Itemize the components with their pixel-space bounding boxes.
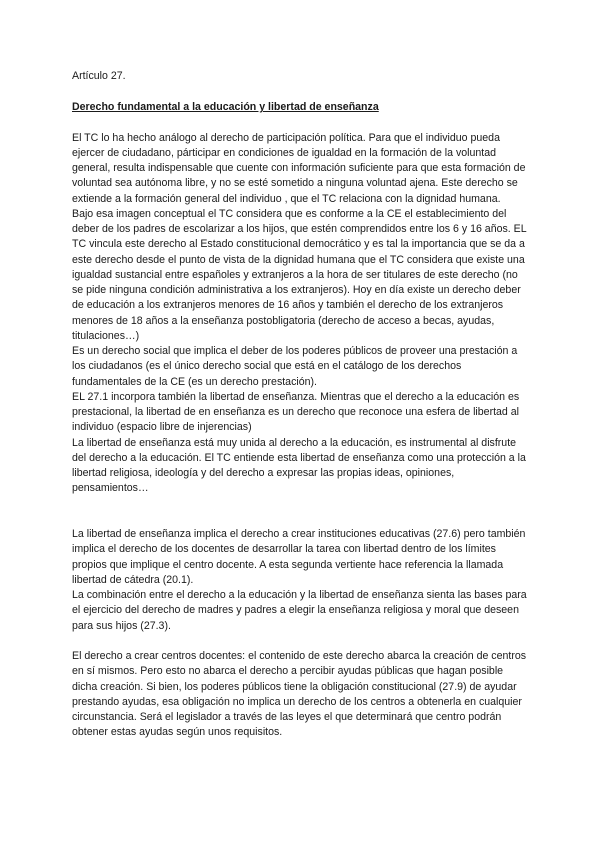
article-label: Artículo 27. bbox=[72, 70, 126, 82]
paragraph-gap bbox=[72, 512, 530, 527]
document-page bbox=[72, 69, 530, 741]
paragraph: Bajo esa imagen conceptual el TC considera que es conforme a la CE el establecimiento del deber de los padres de escolarizar a los hijos, que estén comprendidos entre los 6 y 16 años. EL TC vincula este derecho al Estado constitucional democrático y es tal la importancia que se da a este derecho desde el punto de vista de la dignidad humana que el TC considera que existe una igualdad sustancial entre españoles y extranjeros a la hora de ser titulares de este derecho (no se pide ninguna condición administrativa a los extranjeros). Hoy en día existe un derecho deber de educación a los extranjeros menores de 16 años y también el derecho de los extranjeros menores de 18 años a la enseñanza postobligatoria (derecho de acceso a becas, ayudas, titulaciones…) bbox=[72, 207, 527, 342]
paragraph: El TC lo ha hecho análogo al derecho de participación política. Para que el individuo pueda ejercer de ciudadano, párticipar en condiciones de igualdad en la formación de la voluntad general, resulta indispensable que cuente con información suficiente para que esta formación de voluntad sea autónoma libre, y no se esté sometido a ninguna voluntad ajena. Este derecho se extiende a la formación general del individuo , que el TC relaciona con la dignidad humana. bbox=[72, 131, 526, 205]
document-title: Derecho fundamental a la educación y libertad de enseñanza bbox=[72, 101, 379, 114]
paragraph-gap bbox=[72, 634, 530, 649]
paragraph: La libertad de enseñanza está muy unida al derecho a la educación, es instrumental al disfrute del derecho a la educación. El TC entiende esta libertad de enseñanza como una protección a la libertad religiosa, ideología y del derecho a expresar las propias ideas, opiniones, pensamientos… bbox=[72, 436, 526, 495]
paragraph: EL 27.1 incorpora también la libertad de enseñanza. Mientras que el derecho a la educación es prestacional, la libertad de en enseñanza es un derecho que reconoce una esfera de libertad al individuo (espacio libre de injerencias) bbox=[72, 390, 520, 434]
paragraph: Es un derecho social que implica el deber de los poderes públicos de proveer una prestación a los ciudadanos (es el único derecho social que está en el catálogo de los derechos fundamentales de la CE (es un derecho prestación). bbox=[72, 345, 518, 388]
paragraph: La combinación entre el derecho a la educación y la libertad de enseñanza sienta las bases para el ejercicio del derecho de madres y padres a elegir la enseñanza religiosa y moral que deseen para sus hijos (27.3). bbox=[72, 589, 527, 632]
paragraph: El derecho a crear centros docentes: el contenido de este derecho abarca la creación de centros en sí mismos. Pero esto no abarca el derecho a percibir ayudas públicas que hagan posible dicha creación. Si bien, los poderes públicos tiene la obligación constitucional (27.9) de ayudar prestando ayudas, esa obligación no implica un derecho de los centros a obtenerla en cualquier circunstancia. Será el legislador a través de las leyes el que determinará que centro podrán obtener estas ayudas según unos requisitos. bbox=[72, 650, 527, 739]
paragraph: La libertad de enseñanza implica el derecho a crear instituciones educativas (27.6) pero también implica el derecho de los docentes de desarrollar la tarea con libertad dentro de los límites propios que implique el centro docente. A esta segunda vertiente hace referencia la llamada libertad de cátedra (20.1). bbox=[72, 528, 526, 586]
paragraph-gap bbox=[72, 497, 530, 512]
